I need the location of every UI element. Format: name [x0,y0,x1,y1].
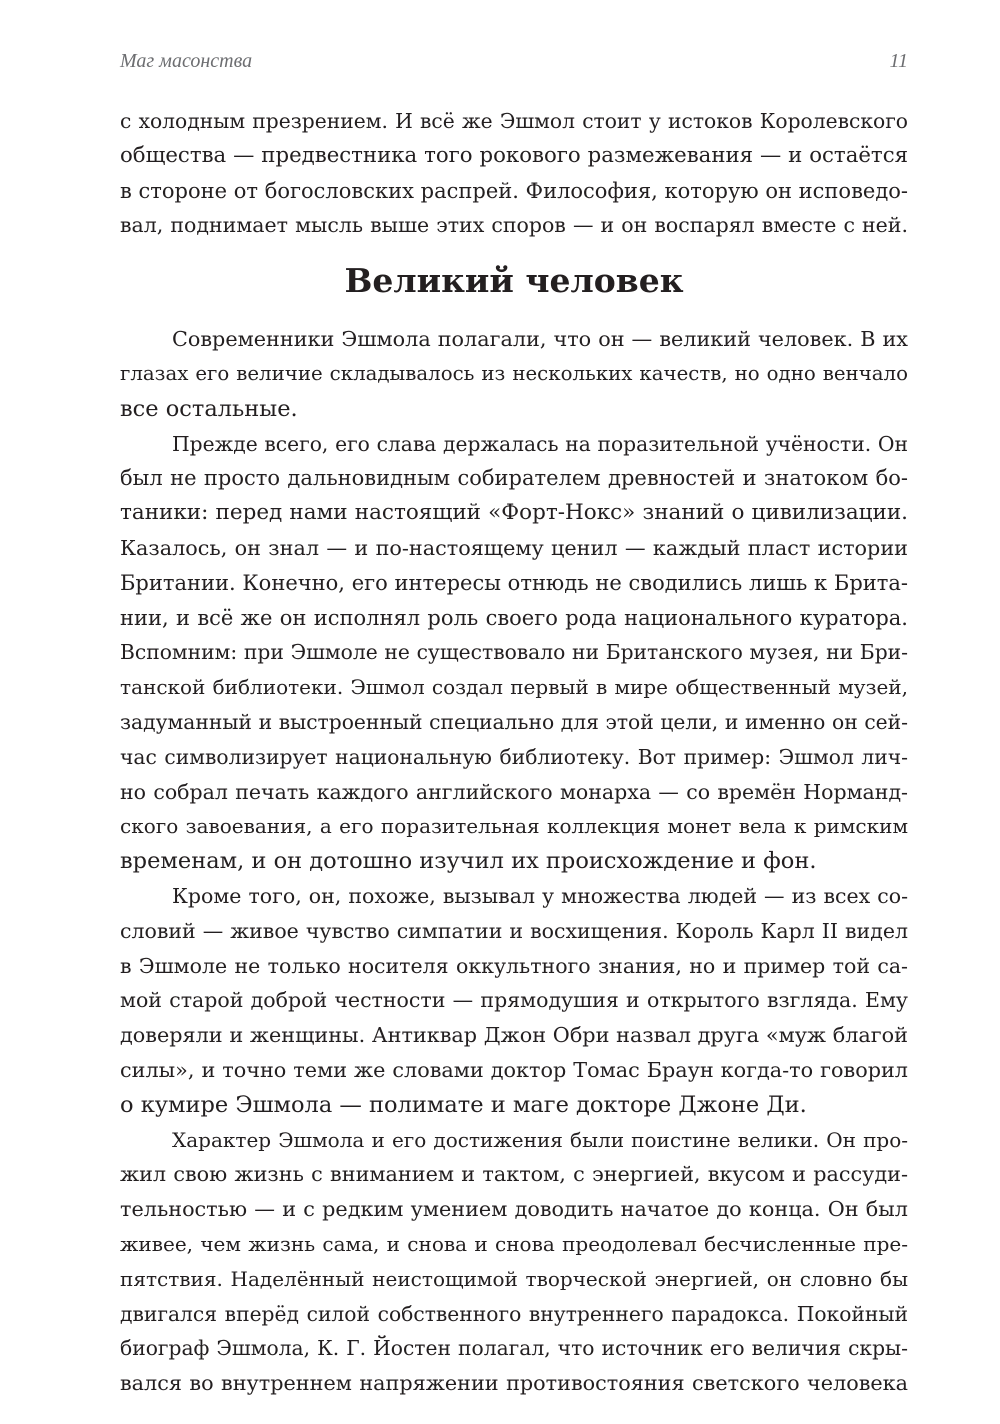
running-header [120,50,908,74]
paragraph-character [120,1123,908,1401]
text-line: Вспомним: при Эшмоле не существовало ни Британского музея, ни Бри- [120,640,908,665]
text-line: танской библиотеки. Эшмол создал первый в мире общественный музей, [120,675,908,700]
text-line: биограф Эшмола, К. Г. Йостен полагал, что источник его величия скры- [120,1336,908,1361]
text-line: словий — живое чувство симпатии и восхищения. Король Карл II видел [120,918,908,943]
intro-paragraph [120,104,908,243]
text-line: глазах его величие складывалось из нескольких качеств, но одно венчало [120,361,908,385]
text-line: в Эшмоле не только носителя оккультного знания, но и пример той са- [120,953,908,978]
paragraph-contemporaries [120,322,908,426]
body-text [120,104,908,1401]
text-line: Кроме того, он, похоже, вызывал у множества людей — из всех со- [172,883,908,908]
text-line: доверяли и женщины. Антиквар Джон Обри назвал друга «муж благой [120,1023,908,1048]
text-line: с холодным презрением. И всё же Эшмол стоит у истоков Королевского [120,109,908,133]
text-line: мой старой доброй честности — прямодушия и открытого взгляда. Ему [120,988,908,1013]
text-line: Британии. Конечно, его интересы отнюдь не сводились лишь к Брита- [120,570,908,595]
text-line: вался во внутреннем напряжении противостояния светского человека [120,1371,908,1396]
text-line: таники: перед нами настоящий «Форт-Нокс» знаний о цивилизации. [120,500,908,526]
text-line: о кумире Эшмола — полимате и маге докторе Джоне Ди. [120,1091,807,1118]
text-line: был не просто дальновидным собирателем древностей и знатоком бо- [120,466,908,491]
text-line: общества — предвестника того рокового размежевания — и остаётся [120,142,908,168]
text-line: временам, и он дотошно изучил их происхождение и фон. [120,848,817,875]
text-line: тельностью — и с редким умением доводить начатое до конца. Он был [120,1197,908,1222]
paragraph-erudition [120,427,908,879]
text-line: Казалось, он знал — и по-настоящему ценил — каждый пласт истории [120,535,908,560]
text-line: задуманный и выстроенный специально для этой цели, и именно он сей- [120,709,908,734]
section-heading: Великий человек [344,261,684,301]
running-title: Маг масонства [120,50,253,72]
text-line: жил свою жизнь с вниманием и тактом, с энергией, вкусом и рассуди- [120,1162,908,1187]
text-line: в стороне от богословских распрей. Философия, которую он исповедо- [120,178,908,203]
text-line: нии, и всё же он исполнял роль своего рода национального куратора. [120,605,908,630]
page-number: 11 [889,50,908,72]
text-line: силы», и точно теми же словами доктор Томас Браун когда-то говорил [120,1057,908,1082]
text-line: но собрал печать каждого английского монарха — со времён Норманд- [120,779,908,804]
text-line: Прежде всего, его слава держалась на поразительной учёности. Он [172,431,908,456]
text-line: двигался вперёд силой собственного внутреннего парадокса. Покойный [120,1301,908,1326]
text-line: пятствия. Наделённый неистощимой творческой энергией, он словно бы [120,1266,908,1291]
text-line: все остальные. [120,395,298,422]
text-line: живее, чем жизнь сама, и снова и снова преодолевал бесчисленные пре- [120,1231,908,1256]
text-line: ского завоевания, а его поразительная коллекция монет вела к римским [120,814,908,839]
text-line: Характер Эшмола и его достижения были поистине велики. Он про- [172,1127,908,1152]
text-line: вал, поднимает мысль выше этих споров — и он воспарял вместе с ней. [120,213,908,238]
text-line: час символизирует национальную библиотеку. Вот пример: Эшмол лич- [120,744,908,769]
paragraph-sympathy [120,879,908,1123]
text-line: Современники Эшмола полагали, что он — великий человек. В их [172,327,908,352]
